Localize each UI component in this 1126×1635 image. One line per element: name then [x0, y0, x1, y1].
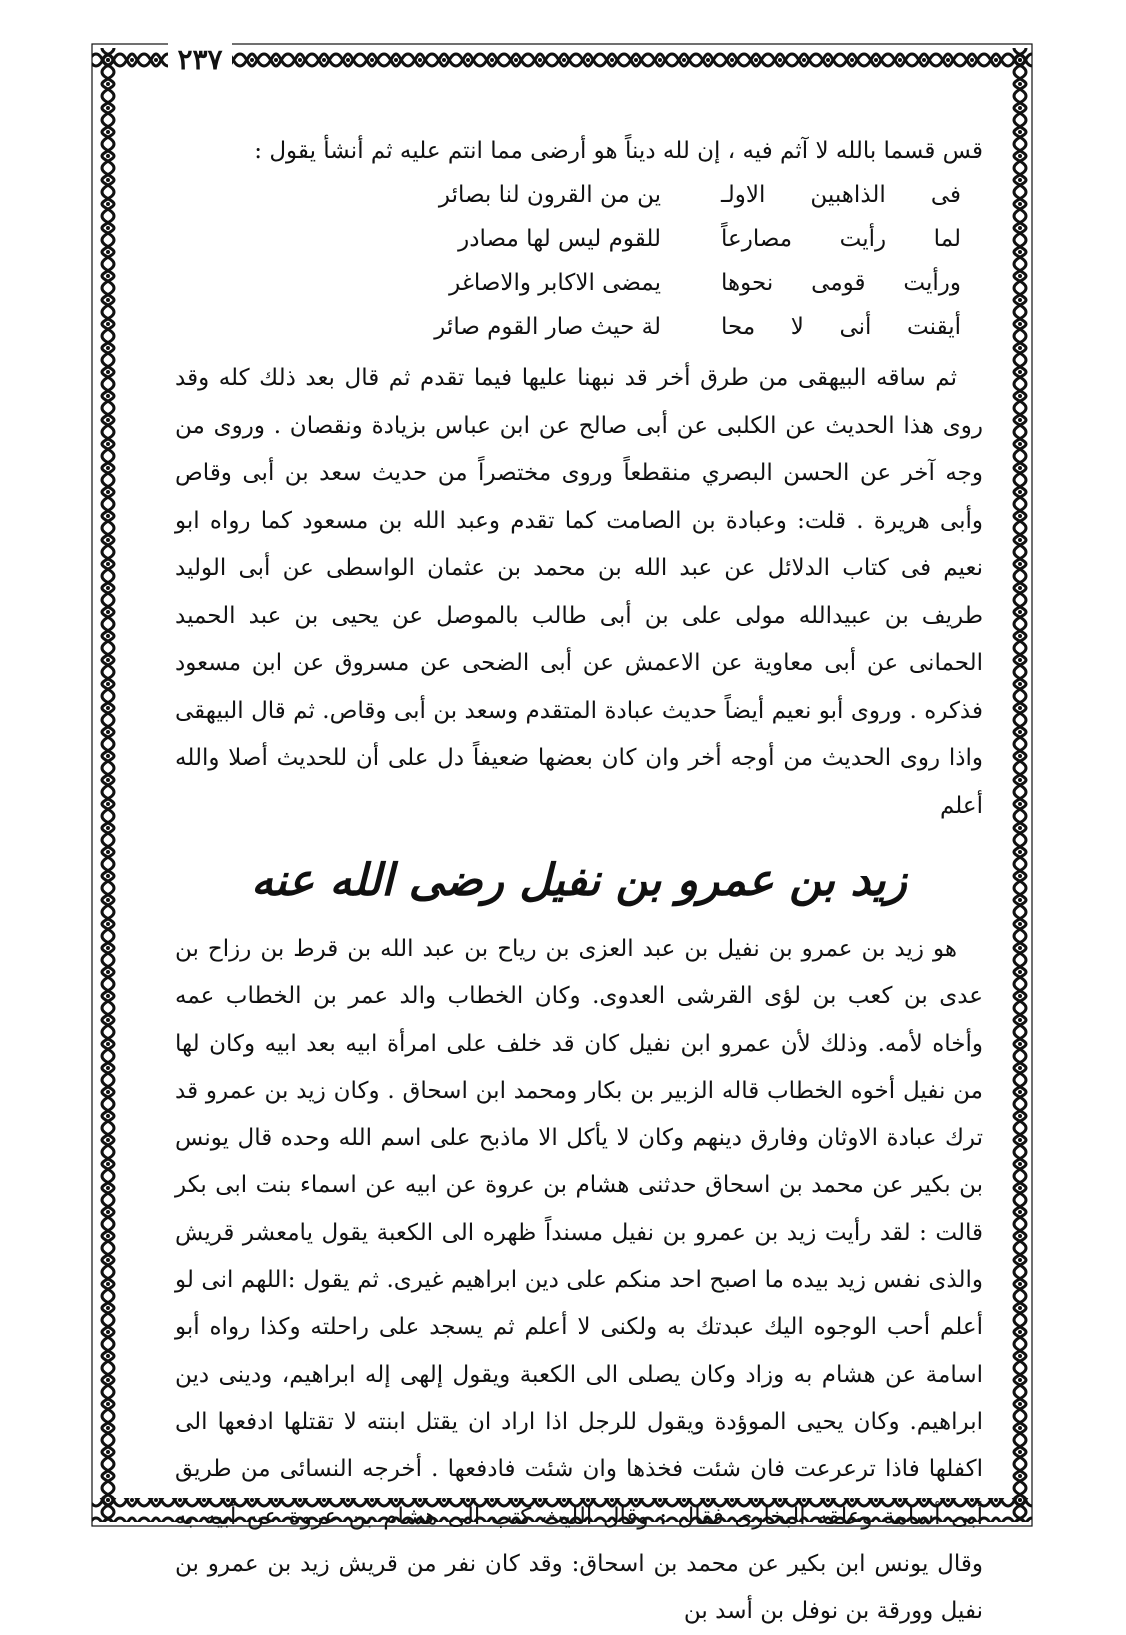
- verse-second-hemistich: للقوم ليس لها مصادر: [458, 226, 661, 252]
- page-content: [175, 135, 983, 1635]
- verse-first-hemistich: ورأيت قومى نحوها: [721, 270, 961, 296]
- verse-second-hemistich: لة حيث صار القوم صائر: [434, 314, 661, 340]
- poem-verse: [341, 261, 961, 305]
- poem-verse: [341, 173, 961, 217]
- verse-first-hemistich: أيقنت أنى لا محا: [721, 314, 961, 340]
- page-number: ٢٣٧: [168, 40, 232, 80]
- poem: [341, 173, 983, 349]
- verse-second-hemistich: يمضى الاكابر والاصاغر: [449, 270, 661, 296]
- section-heading: زيد بن عمرو بن نفيل رضى الله عنه: [251, 855, 907, 906]
- verse-first-hemistich: لما رأيت مصارعاً: [721, 226, 961, 252]
- body-paragraph: ثم ساقه البيهقى من طرق أخر قد نبهنا عليها فيما تقدم ثم قال بعد ذلك كله وقد روى هذا الحديث عن الكلبى عن أبى صالح عن ابن عباس بزيادة ونقصان . وروى من وجه آخر عن الحسن البصري منقطعاً وروى مختصراً من حديث سعد بن أبى وقاص وأبى هريرة . قلت: وعبادة بن الصامت كما تقدم وعبد الله بن مسعود كما رواه ابو نعيم فى كتاب الدلائل عن عبد الله بن محمد بن عثمان الواسطى عن أبى الوليد طريف بن عبيدالله مولى على بن أبى طالب بالموصل عن يحيى بن عبد الحميد الحمانى عن أبى معاوية عن الاعمش عن أبى الضحى عن مسروق عن ابن مسعود فذكره . وروى أبو نعيم أيضاً حديث عبادة المتقدم وسعد بن أبى وقاص. ثم قال البيهقى واذا روى الحديث من أوجه أخر وان كان بعضها ضعيفاً دل على أن للحديث أصلا والله أعلم: [175, 365, 983, 819]
- poem-verse: [341, 217, 961, 261]
- section-paragraph: هو زيد بن عمرو بن نفيل بن عبد العزى بن رياح بن عبد الله بن قرط بن رزاح بن عدى بن كعب بن لؤى القرشى العدوى. وكان الخطاب والد عمر بن الخطاب عمه وأخاه لأمه. وذلك لأن عمرو ابن نفيل كان قد خلف على امرأة ابيه بعد ابيه وكان لها من نفيل أخوه الخطاب قاله الزبير بن بكار ومحمد ابن اسحاق . وكان زيد بن عمرو قد ترك عبادة الاوثان وفارق دينهم وكان لا يأكل الا ماذبح على اسم الله وحده قال يونس بن بكير عن محمد بن اسحاق حدثنى هشام بن عروة عن ابيه عن اسماء بنت ابى بكر قالت : لقد رأيت زيد بن عمرو بن نفيل مسنداً ظهره الى الكعبة يقول يامعشر قريش والذى نفس زيد بيده ما اصبح احد منكم على دين ابراهيم غيرى. ثم يقول :اللهم انى لو أعلم أحب الوجوه اليك عبدتك به ولكنى لا أعلم ثم يسجد على راحلته وكذا رواه أبو اسامة عن هشام به وزاد وكان يصلى الى الكعبة ويقول إلهى إله ابراهيم، ودينى دين ابراهيم. وكان يحيى الموؤدة ويقول للرجل اذا اراد ان يقتل ابنته لا تقتلها ادفعها الى اكفلها فاذا ترعرعت فان شئت فخذها وان شئت فادفعها . أخرجه النسائى من طريق أبى أسامة وعلقه البخارى فقال : وقال الليث كتب الى هشام بن عروة عن أبيه به وقال يونس ابن بكير عن محمد بن اسحاق: وقد كان نفر من قريش زيد بن عمرو بن نفيل وورقة بن نوفل بن أسد بن: [175, 936, 983, 1625]
- verse-first-hemistich: فى الذاهبين الاولـ: [721, 182, 961, 208]
- poem-verse: [341, 305, 961, 349]
- verse-second-hemistich: ين من القرون لنا بصائر: [438, 182, 661, 208]
- intro-line: قس قسما بالله لا آثم فيه ، إن لله ديناً هو أرضى مما انتم عليه ثم أنشأ يقول :: [254, 138, 983, 164]
